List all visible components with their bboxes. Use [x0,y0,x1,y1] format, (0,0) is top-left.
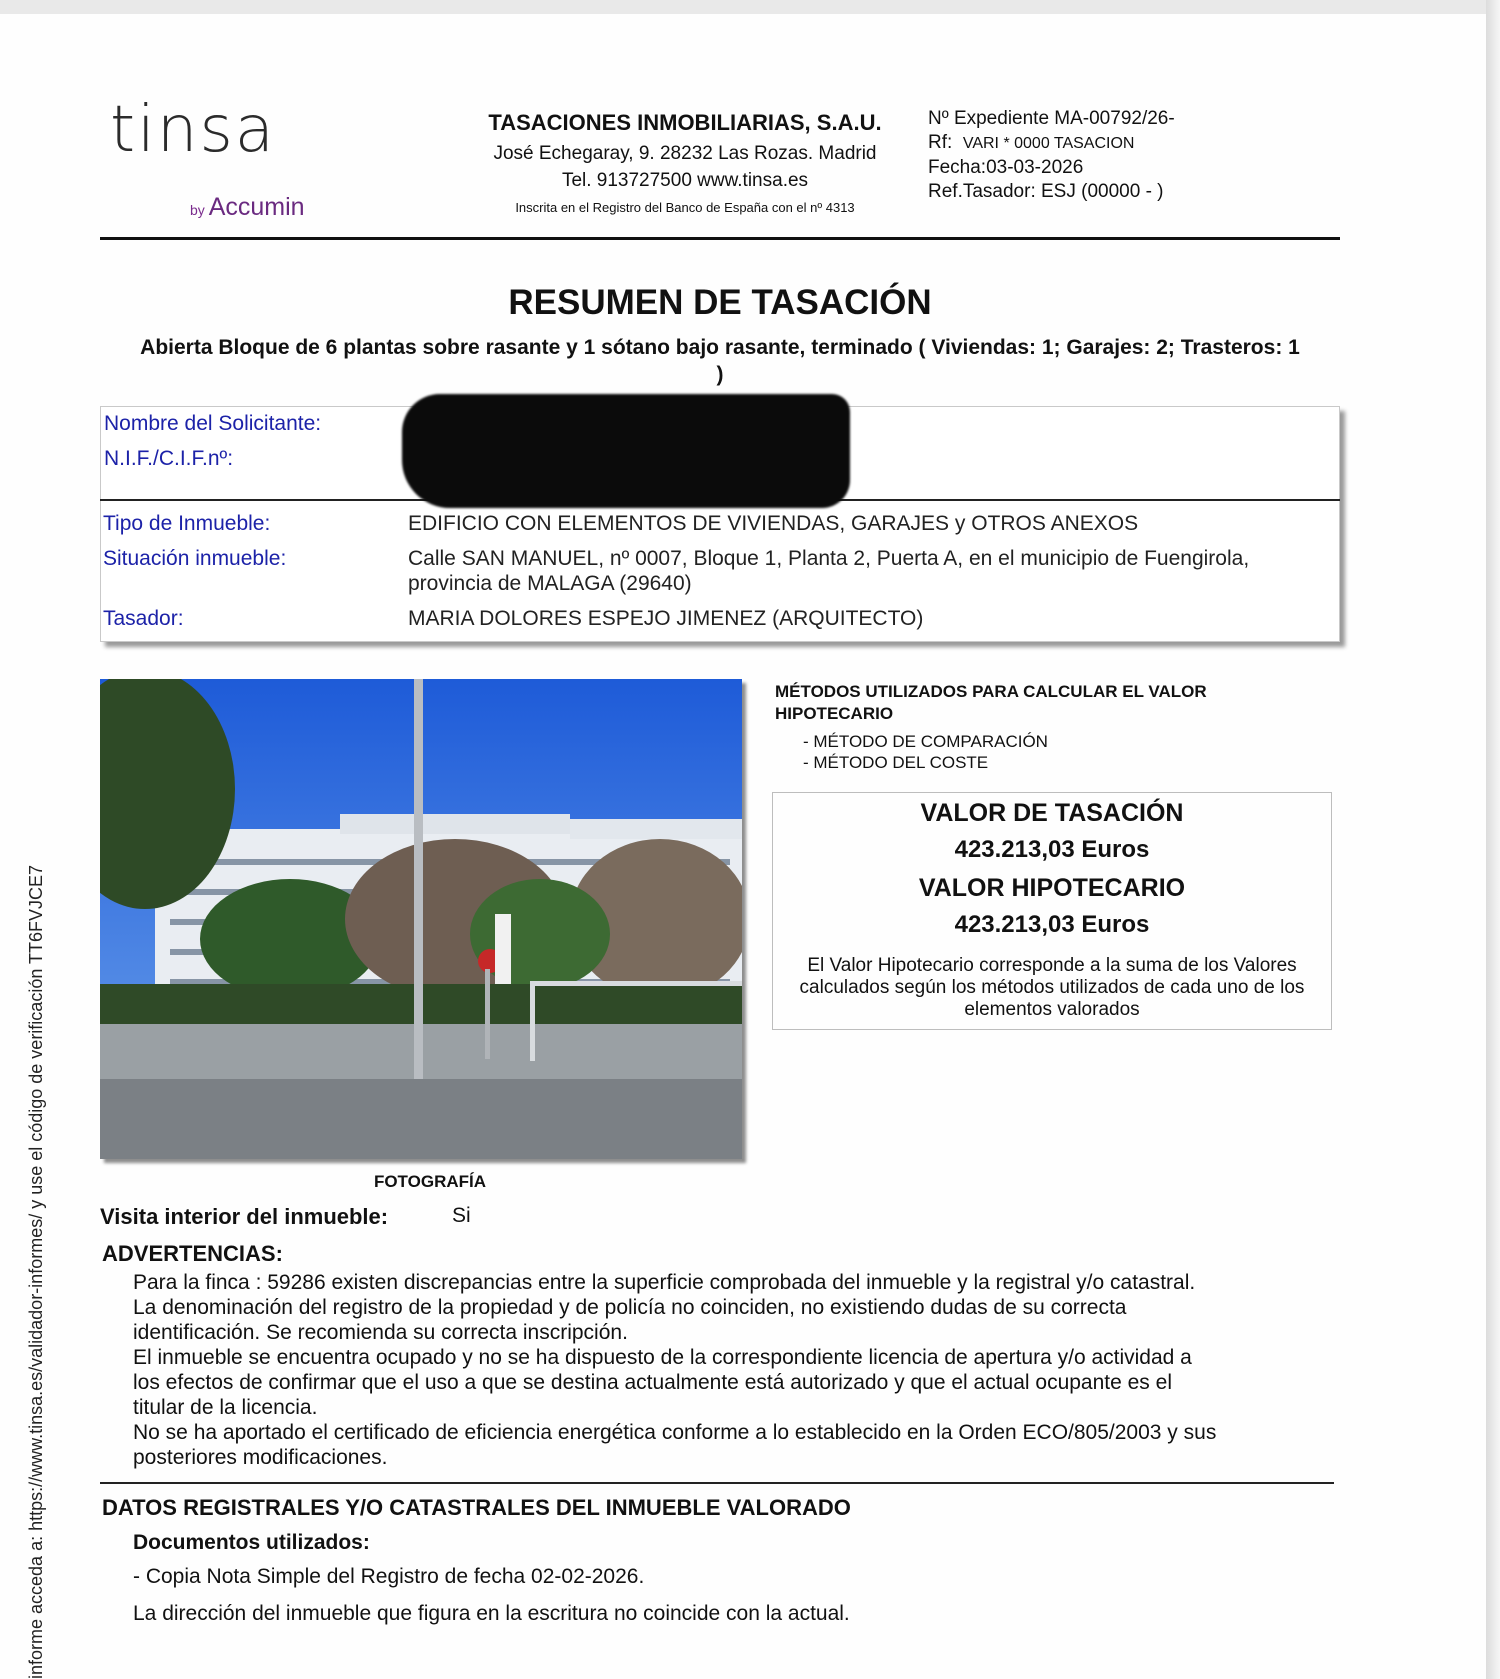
methods-heading: MÉTODOS UTILIZADOS PARA CALCULAR EL VALOR HIPOTECARIO [775,682,1207,723]
ref-tasador: Ref.Tasador: ESJ (00000 - ) [928,181,1164,202]
verification-side-text: informe acceda a: https://www.tinsa.es/validador-informes/ y use el código de verificación TT6FVJCE7 [26,864,46,1679]
page-subtitle: Abierta Bloque de 6 plantas sobre rasante y 1 sótano bajo rasante, terminado ( Viviendas: 1; Garajes: 2; Trasteros: 1 ) [140,336,1300,386]
fecha: Fecha:03-03-2026 [928,157,1084,178]
company-registry: Inscrita en el Registro del Banco de España con el nº 4313 [515,200,855,215]
solicitante-label: Nombre del Solicitante: [104,412,322,435]
logo-by: by [190,202,205,218]
rf-line [928,131,1175,156]
logo-accumin: Accumin [208,193,305,221]
valor-hipotecario-value: 423.213,03 Euros [954,911,1150,938]
situacion-value-1: Calle SAN MANUEL, nº 0007, Bloque 1, Planta 2, Puerta A, en el municipio de Fuengirola, [408,547,1250,570]
accumin-logo [190,193,305,222]
visita-label: Visita interior del inmueble: [100,1204,389,1229]
tasador-value: MARIA DOLORES ESPEJO JIMENEZ (ARQUITECTO) [408,607,924,630]
property-photo [100,679,742,1159]
direccion-note: La dirección del inmueble que figura en la escritura no coincide con la actual. [133,1602,850,1625]
advertencia-line: No se ha aportado el certificado de eficiencia energética conforme a lo establecido en la Orden ECO/805/2003 y sus [133,1421,1217,1444]
expediente: Nº Expediente MA-00792/26- [928,108,1175,129]
advertencias-body [133,1270,1343,1470]
advertencia-line: La denominación del registro de la propiedad y de policía no coinciden, no existiendo dudas de su correcta [133,1296,1127,1319]
valor-hipotecario-label: VALOR HIPOTECARIO [918,874,1186,902]
photo-caption: FOTOGRAFÍA [373,1172,487,1191]
company-header [470,110,900,215]
company-name: TASACIONES INMOBILIARIAS, S.A.U. [488,110,882,135]
valor-tasacion-value: 423.213,03 Euros [954,836,1150,863]
documento-item: - Copia Nota Simple del Registro de fecha 02-02-2026. [133,1565,645,1588]
valuation-box [772,792,1332,1030]
company-address: José Echegaray, 9. 28232 Las Rozas. Madrid [493,143,877,164]
situacion-value-2: provincia de MALAGA (29640) [408,572,692,595]
advertencia-line: El inmueble se encuentra ocupado y no se ha dispuesto de la correspondiente licencia de apertura y/o actividad a [133,1346,1192,1369]
method-item: - MÉTODO DEL COSTE [803,753,989,772]
advertencias-heading: ADVERTENCIAS: [102,1241,283,1266]
rf-value: VARI * 0000 TASACION [962,135,1135,152]
advertencia-line: titular de la licencia. [133,1396,318,1419]
rf-label: Rf: [928,132,953,153]
tinsa-logo: tinsa [110,93,276,167]
advertencia-line: los efectos de confirmar que el uso a que se destina actualmente está autorizado y que el actual ocupante es el [133,1371,1172,1394]
visita-value: Si [452,1204,471,1227]
situacion-label: Situación inmueble: [103,547,287,570]
nif-label: N.I.F./C.I.F.nº: [104,447,234,470]
methods-list [803,731,1048,773]
report-meta [928,107,1175,204]
tipo-value: EDIFICIO CON ELEMENTOS DE VIVIENDAS, GARAJES y OTROS ANEXOS [408,512,1139,535]
method-item: - MÉTODO DE COMPARACIÓN [803,732,1048,751]
page-edge [1486,0,1500,1679]
page-title: RESUMEN DE TASACIÓN [508,283,932,322]
building-photo-illustration [100,679,742,1159]
header-rule [100,237,1340,240]
advertencia-line: posteriores modificaciones. [133,1446,388,1469]
section-rule [100,1482,1334,1484]
datos-heading: DATOS REGISTRALES Y/O CATASTRALES DEL INMUEBLE VALORADO [102,1495,851,1520]
valuation-note: El Valor Hipotecario corresponde a la suma de los Valores calculados según los métodos utilizados de cada uno de los elementos valorados [799,955,1305,1020]
advertencia-line: identificación. Se recomienda su correcta inscripción. [133,1321,628,1344]
valor-tasacion-label: VALOR DE TASACIÓN [920,799,1184,827]
company-contact: Tel. 913727500 www.tinsa.es [561,170,809,191]
redaction-mark [402,394,850,508]
advertencia-line: Para la finca : 59286 existen discrepancias entre la superficie comprobada del inmueble y la registral y/o catastral. [133,1271,1196,1294]
tasador-label: Tasador: [103,607,184,630]
tipo-label: Tipo de Inmueble: [103,512,271,535]
documentos-heading: Documentos utilizados: [133,1531,370,1554]
